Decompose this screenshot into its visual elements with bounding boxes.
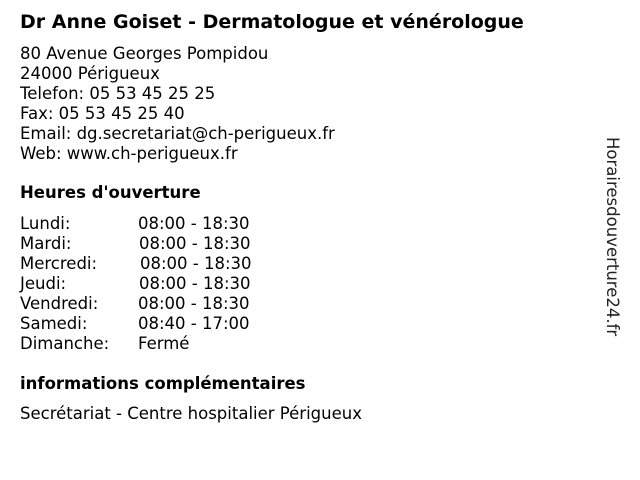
hours-day: Mardi: <box>20 234 72 253</box>
hours-time: 08:00 - 18:30 <box>140 254 252 273</box>
contact-block <box>20 44 335 164</box>
address-line-city: 24000 Périgueux <box>20 64 160 83</box>
hours-day: Dimanche: <box>20 334 110 353</box>
hours-time: Fermé <box>138 334 190 353</box>
info-text: Secrétariat - Centre hospitalier Périgueux <box>20 404 362 423</box>
hours-time: 08:00 - 18:30 <box>138 214 250 233</box>
hours-day: Samedi: <box>20 314 88 333</box>
web-text: Web: www.ch-perigueux.fr <box>20 144 238 163</box>
hours-day: Vendredi: <box>20 294 99 313</box>
hours-time: 08:00 - 18:30 <box>138 294 250 313</box>
email-text: Email: dg.secretariat@ch-perigueux.fr <box>20 124 335 143</box>
page-title: Dr Anne Goiset - Dermatologue et vénérologue <box>20 11 524 33</box>
hours-row-lundi <box>20 214 280 234</box>
fax-text: Fax: 05 53 45 25 40 <box>20 104 185 123</box>
info-heading: informations complémentaires <box>20 374 306 393</box>
hours-day: Mercredi: <box>20 254 98 273</box>
hours-row-dimanche <box>20 334 280 354</box>
site-watermark: Horairesdouverture24.fr <box>603 137 622 337</box>
hours-row-vendredi <box>20 294 280 314</box>
hours-row-jeudi <box>20 274 280 294</box>
hours-row-mercredi <box>20 254 280 274</box>
hours-time: 08:40 - 17:00 <box>138 314 250 333</box>
hours-day: Jeudi: <box>20 274 67 293</box>
hours-table <box>20 214 280 354</box>
hours-row-samedi <box>20 314 280 334</box>
hours-row-mardi <box>20 234 280 254</box>
address-line-street: 80 Avenue Georges Pompidou <box>20 44 269 63</box>
hours-heading: Heures d'ouverture <box>20 183 201 202</box>
hours-time: 08:00 - 18:30 <box>139 274 251 293</box>
hours-day: Lundi: <box>20 214 71 233</box>
hours-time: 08:00 - 18:30 <box>139 234 251 253</box>
phone-text: Telefon: 05 53 45 25 25 <box>20 84 216 103</box>
